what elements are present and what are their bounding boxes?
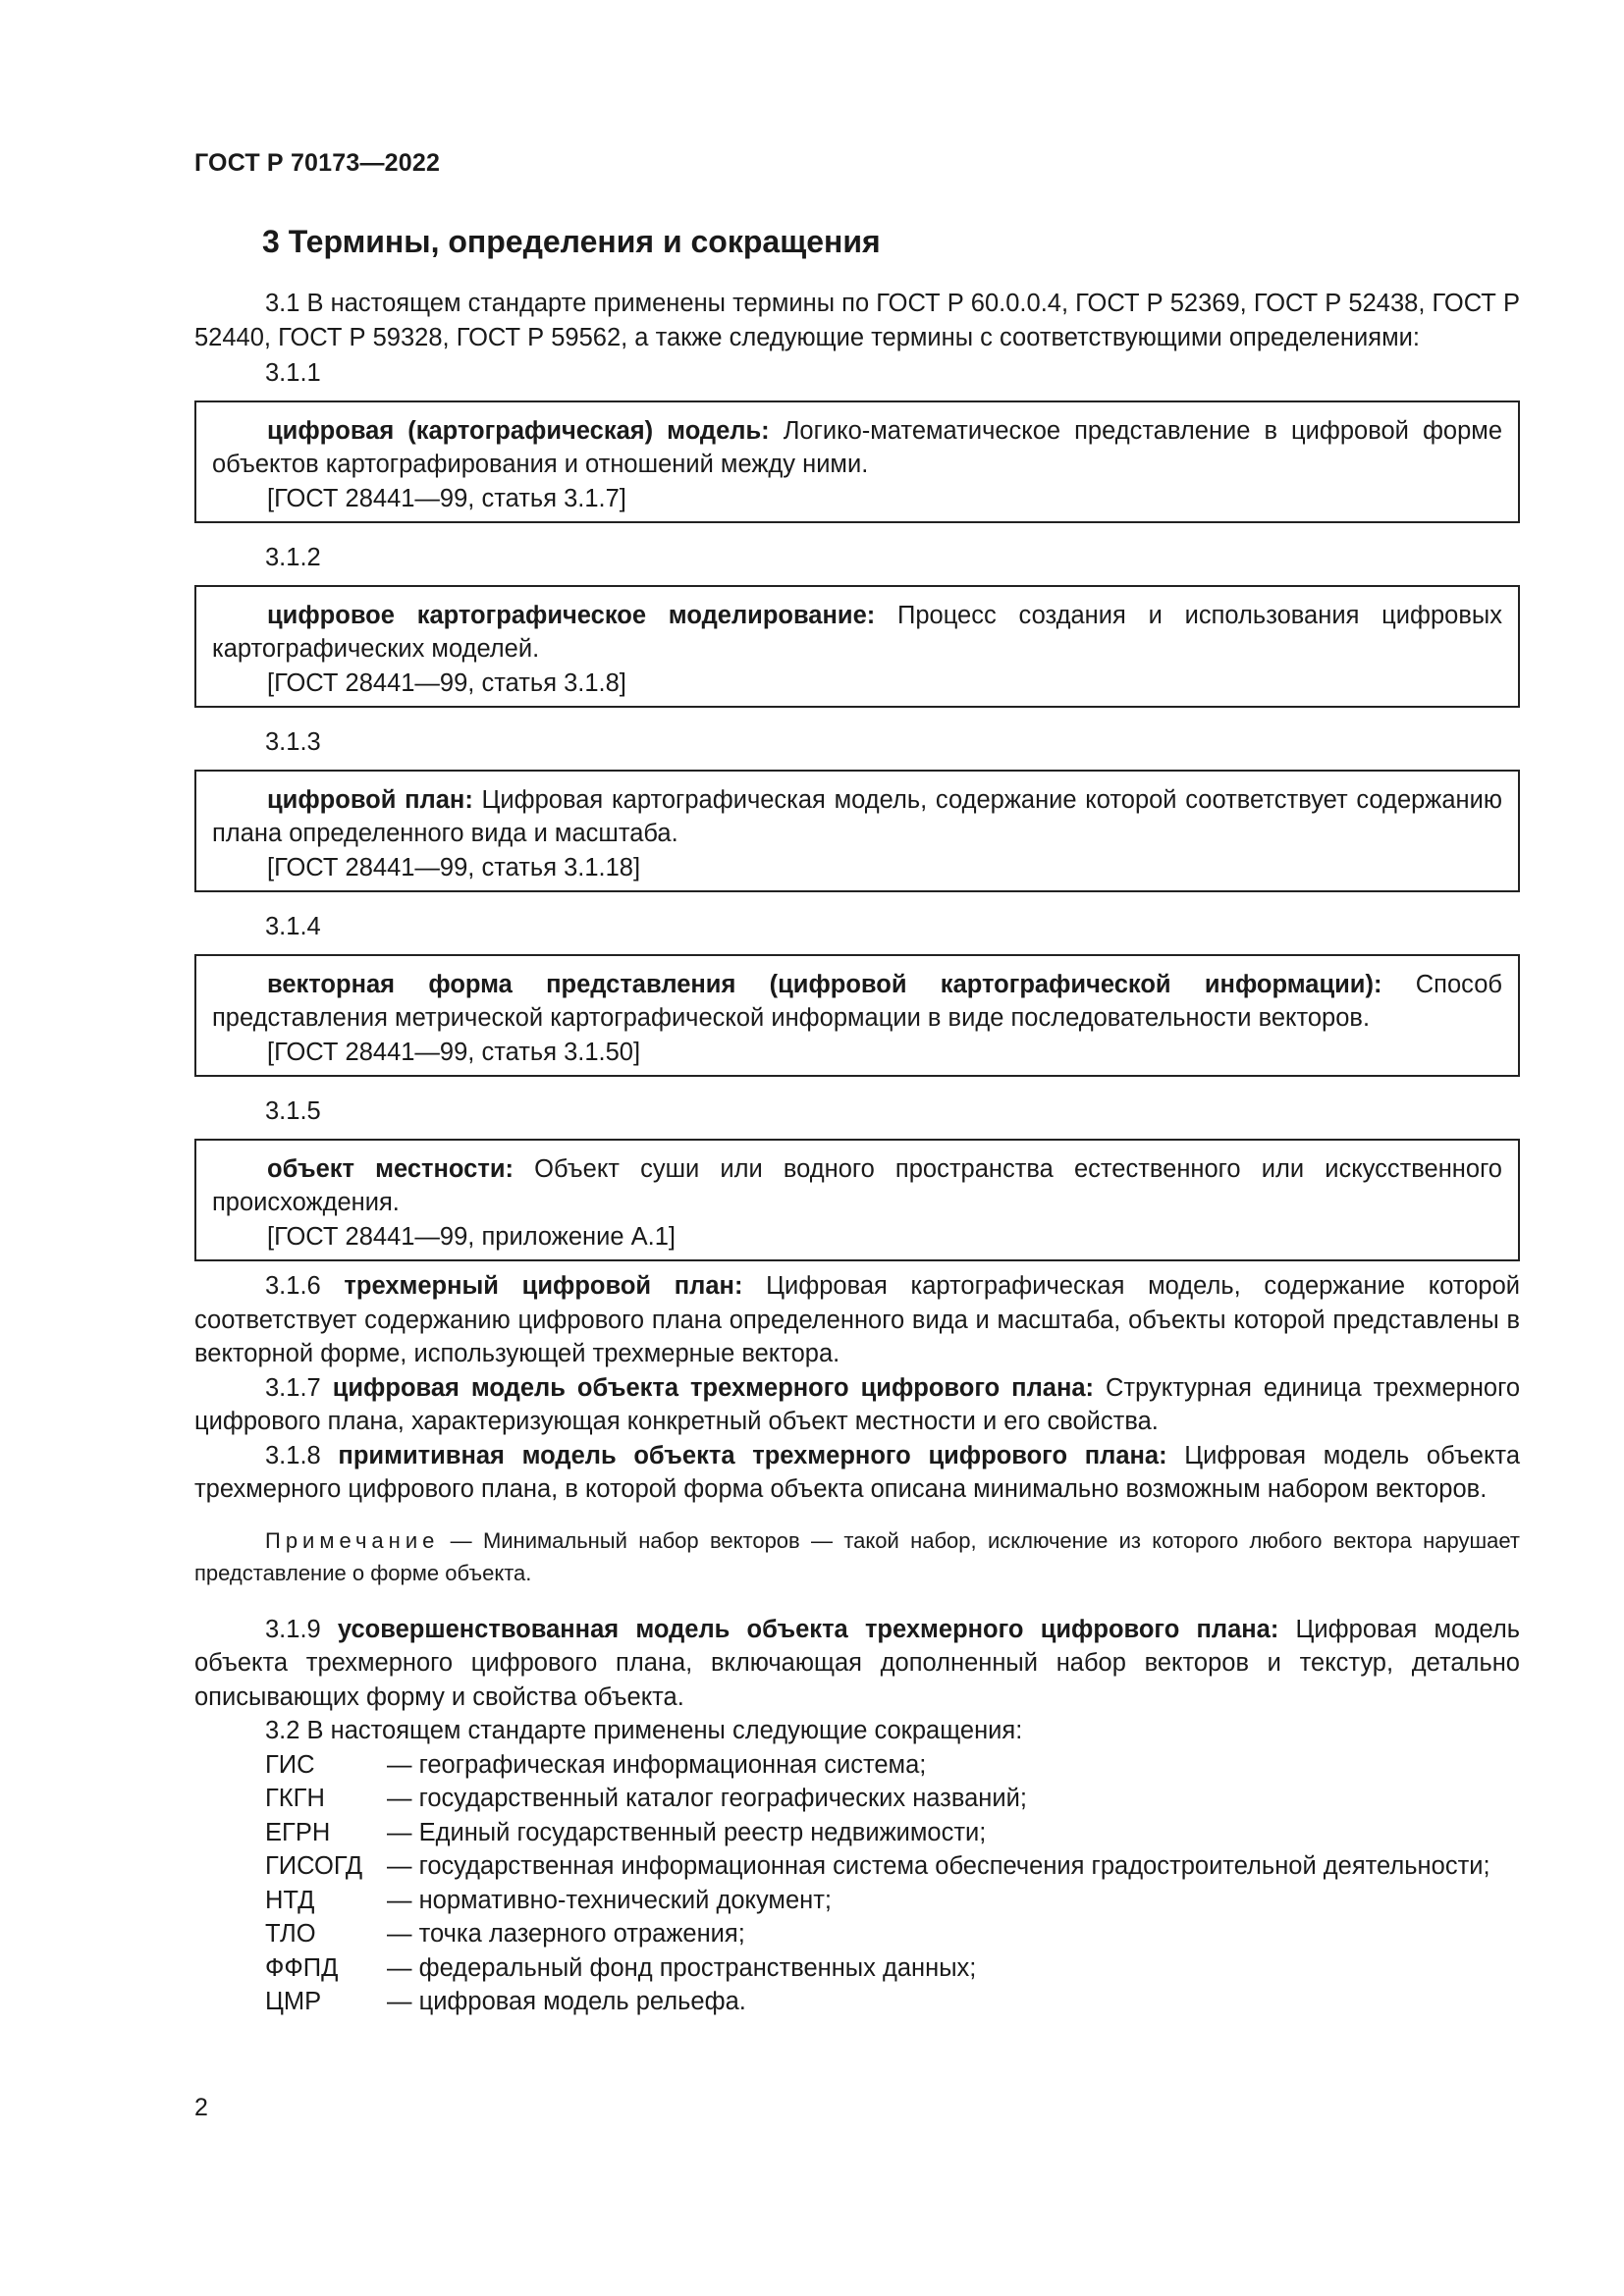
abbreviations-list <box>265 1748 1520 2019</box>
abbreviations-intro: 3.2 В настоящем стандарте применены следующие сокращения: <box>265 1717 1023 1744</box>
document-body <box>194 287 1520 2019</box>
term-box <box>194 1139 1520 1262</box>
abbreviation-row <box>265 1985 1520 2019</box>
term-definition <box>212 783 1502 851</box>
term-name: цифровая (картографическая) модель: <box>267 416 770 445</box>
term-paragraph <box>194 1371 1520 1439</box>
term-definition <box>212 599 1502 667</box>
abbreviation-code: НТД <box>265 1886 315 1914</box>
term-source: [ГОСТ 28441—99, статья 3.1.8] <box>267 668 626 697</box>
term-number: 3.1.5 <box>265 1097 321 1125</box>
term-name: цифровое картографическое моделирование: <box>267 601 876 629</box>
term-text: Цифровая картографическая модель, содержание которой соответствует содержанию цифрового плана определенного вида и масштаба, объекты которой представлены в векторной форме, использующей трехмерные вектора. <box>194 1272 1520 1367</box>
term-name: трехмерный цифровой план: <box>344 1272 743 1300</box>
abbreviation-code: ТЛО <box>265 1920 316 1948</box>
term-source: [ГОСТ 28441—99, приложение А.1] <box>267 1222 676 1251</box>
abbreviation-row <box>265 1816 1520 1850</box>
abbreviation-row <box>265 1782 1520 1816</box>
abbreviation-row <box>265 1917 1520 1951</box>
term-paragraph <box>194 1613 1520 1715</box>
abbreviation-definition: — государственная информационная система обеспечения градостроительной деятельности; <box>387 1852 1490 1880</box>
term-text: Объект суши или водного пространства естественного или искусственного происхождения. <box>212 1154 1502 1216</box>
term-number: 3.1.9 <box>265 1615 321 1643</box>
term-box <box>194 954 1520 1078</box>
term-paragraph <box>194 1439 1520 1507</box>
term-number: 3.1.8 <box>265 1441 321 1469</box>
term-number: 3.1.3 <box>265 728 321 756</box>
term-name: векторная форма представления (цифровой картографической информации): <box>267 970 1382 998</box>
term-text: Цифровая модель объекта трехмерного цифрового плана, включающая дополненный набор векторов и текстур, детально описывающих форму и свойства объекта. <box>194 1615 1520 1711</box>
term-name: примитивная модель объекта трехмерного цифрового плана: <box>338 1441 1167 1469</box>
abbreviation-definition: — нормативно-технический документ; <box>387 1886 832 1914</box>
term-paragraph <box>194 1269 1520 1371</box>
term-number: 3.1.7 <box>265 1373 321 1402</box>
note-text: — Минимальный набор векторов — такой набор, исключение из которого любого вектора нарушает представление о форме объекта. <box>194 1527 1520 1585</box>
term-definition <box>212 968 1502 1036</box>
term-box <box>194 585 1520 709</box>
term-name: цифровой план: <box>267 785 473 814</box>
term-text: Процесс создания и использования цифровых картографических моделей. <box>212 601 1502 663</box>
note <box>194 1524 1520 1589</box>
page-number: 2 <box>194 2094 208 2121</box>
abbreviation-code: ЕГРН <box>265 1818 331 1846</box>
term-text: Логико-математическое представление в цифровой форме объектов картографирования и отношений между ними. <box>212 416 1503 478</box>
abbreviation-row <box>265 1884 1520 1918</box>
note-label: Примечание <box>265 1527 440 1553</box>
abbreviation-row <box>265 1951 1520 1986</box>
term-box <box>194 770 1520 893</box>
term-source: [ГОСТ 28441—99, статья 3.1.50] <box>267 1038 641 1066</box>
abbreviation-code: ГИСОГД <box>265 1852 363 1880</box>
term-number: 3.1.2 <box>265 544 321 571</box>
term-text: Цифровая картографическая модель, содержание которой соответствует содержанию плана определенного вида и масштаба. <box>212 785 1502 847</box>
abbreviation-code: ФФПД <box>265 1953 339 1982</box>
abbreviation-code: ЦМР <box>265 1988 322 2015</box>
section-title: 3 Термины, определения и сокращения <box>262 224 881 259</box>
term-text: Цифровая модель объекта трехмерного цифрового плана, в которой форма объекта описана минимально возможным набором векторов. <box>194 1441 1520 1503</box>
abbreviation-code: ГИС <box>265 1750 315 1779</box>
term-number: 3.1.6 <box>265 1272 321 1300</box>
abbreviation-definition: — федеральный фонд пространственных данных; <box>387 1953 977 1982</box>
term-number: 3.1.1 <box>265 359 321 387</box>
term-number: 3.1.4 <box>265 913 321 940</box>
term-name: усовершенствованная модель объекта трехмерного цифрового плана: <box>337 1615 1279 1643</box>
term-definition <box>212 414 1502 482</box>
abbreviation-code: ГКГН <box>265 1785 325 1812</box>
abbreviation-definition: — цифровая модель рельефа. <box>387 1988 746 2015</box>
term-box <box>194 400 1520 524</box>
abbreviation-definition: — географическая информационная система; <box>387 1750 927 1779</box>
intro-paragraph: 3.1 В настоящем стандарте применены термины по ГОСТ Р 60.0.0.4, ГОСТ Р 52369, ГОСТ Р 52438, ГОСТ Р 52440, ГОСТ Р 59328, ГОСТ Р 59562, а также следующие термины с соответствующими определениями: <box>194 290 1520 351</box>
term-source: [ГОСТ 28441—99, статья 3.1.7] <box>267 484 626 512</box>
abbreviation-row <box>265 1849 1520 1884</box>
abbreviation-definition: — точка лазерного отражения; <box>387 1920 745 1948</box>
term-definition <box>212 1152 1502 1220</box>
term-text: Способ представления метрической картографической информации в виде последовательности векторов. <box>212 970 1502 1032</box>
term-name: цифровая модель объекта трехмерного цифрового плана: <box>332 1373 1095 1402</box>
document-code: ГОСТ Р 70173—2022 <box>194 149 441 177</box>
term-text: Структурная единица трехмерного цифрового плана, характеризующая конкретный объект местности и его свойства. <box>194 1373 1521 1435</box>
abbreviation-row <box>265 1748 1520 1783</box>
term-name: объект местности: <box>267 1154 514 1183</box>
abbreviation-definition: — государственный каталог географических названий; <box>387 1785 1027 1812</box>
term-source: [ГОСТ 28441—99, статья 3.1.18] <box>267 853 641 881</box>
abbreviation-definition: — Единый государственный реестр недвижимости; <box>387 1818 987 1846</box>
